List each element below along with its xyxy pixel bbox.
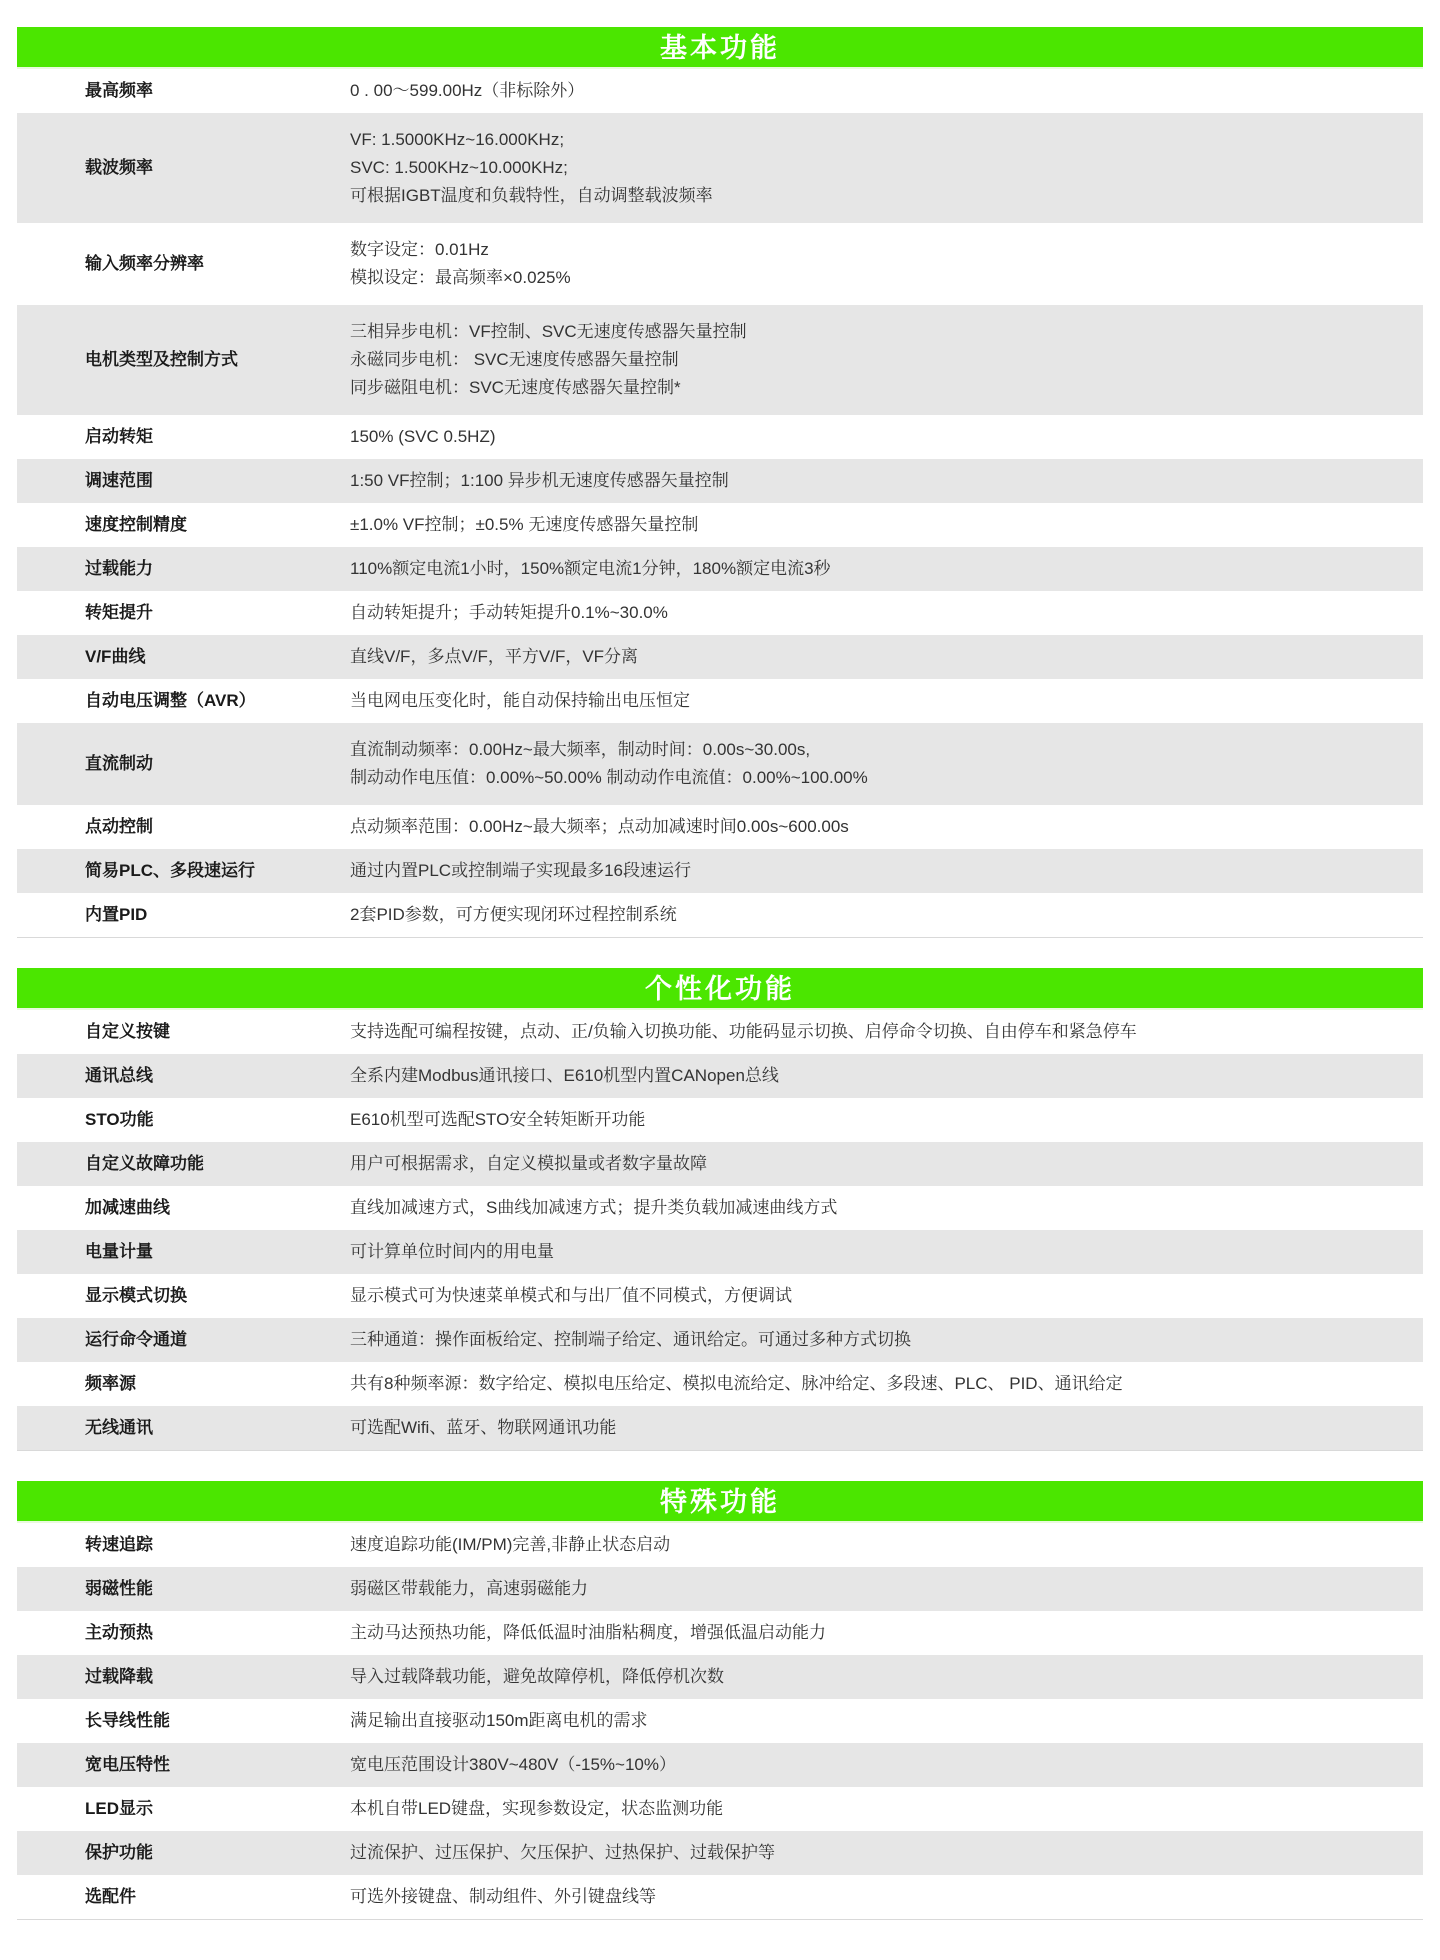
value-line: 导入过载降载功能，避免故障停机，降低停机次数 [350,1667,724,1686]
table-row [17,547,1423,591]
section-header-title: 个性化功能 [17,968,1423,1010]
value-line: 可根据IGBT温度和负载特性，自动调整载波频率 [350,186,713,205]
spec-row-value [350,1575,1423,1603]
spec-row-value [350,1883,1423,1911]
table-row [17,805,1423,849]
spec-row-label: 输入频率分辨率 [85,254,204,273]
value-line: SVC: 1.500KHz~10.000KHz; [350,158,568,177]
spec-row-value [350,1707,1423,1735]
spec-row-value [350,1194,1423,1222]
spec-row-label: 弱磁性能 [85,1579,153,1598]
spec-section [17,27,1423,938]
table-row [17,1274,1423,1318]
section-rows [17,1523,1423,1919]
spec-row-label: 选配件 [85,1887,136,1906]
section-header-title: 特殊功能 [17,1481,1423,1523]
spec-row-label: STO功能 [85,1110,154,1129]
spec-row-value [350,736,1423,792]
table-row [17,1523,1423,1567]
section-rows [17,1010,1423,1450]
spec-row-value [350,1326,1423,1354]
spec-row-label: 启动转矩 [85,427,153,446]
value-line: 1:50 VF控制；1:100 异步机无速度传感器矢量控制 [350,471,729,490]
table-row [17,1567,1423,1611]
value-line: 自动转矩提升；手动转矩提升0.1%~30.0% [350,603,668,622]
spec-row-value [350,643,1423,671]
spec-row-value [350,1751,1423,1779]
spec-row-label: 转矩提升 [85,603,153,622]
spec-row-value [350,687,1423,715]
spec-row-value [350,857,1423,885]
spec-row-label: LED显示 [85,1799,153,1818]
value-line: 同步磁阻电机：SVC无速度传感器矢量控制* [350,378,681,397]
spec-row-value [350,1414,1423,1442]
value-line: 用户可根据需求，自定义模拟量或者数字量故障 [350,1154,707,1173]
table-row [17,305,1423,415]
spec-row-label: 直流制动 [85,754,153,773]
table-row [17,1186,1423,1230]
spec-row-label: 自定义按键 [85,1022,170,1041]
value-line: 110%额定电流1小时，150%额定电流1分钟，180%额定电流3秒 [350,559,831,578]
value-line: 满足输出直接驱动150m距离电机的需求 [350,1711,648,1730]
spec-row-label: 主动预热 [85,1623,153,1642]
spec-row-label: 电机类型及控制方式 [85,350,238,369]
table-row [17,1142,1423,1186]
value-line: ±1.0% VF控制；±0.5% 无速度传感器矢量控制 [350,515,699,534]
spec-row-label: 通讯总线 [85,1066,153,1085]
spec-row-label: 点动控制 [85,817,153,836]
value-line: 支持选配可编程按键，点动、正/负输入切换功能、功能码显示切换、启停命令切换、自由停车和紧急停车 [350,1022,1137,1041]
table-row [17,1743,1423,1787]
spec-row-value [350,1839,1423,1867]
value-line: 当电网电压变化时，能自动保持输出电压恒定 [350,691,690,710]
spec-row-label: 最高频率 [85,81,153,100]
value-line: 主动马达预热功能，降低低温时油脂粘稠度，增强低温启动能力 [350,1623,826,1642]
value-line: 可计算单位时间内的用电量 [350,1242,554,1261]
table-row [17,1054,1423,1098]
spec-row-value [350,318,1423,402]
table-row [17,1831,1423,1875]
spec-row-label: 宽电压特性 [85,1755,170,1774]
spec-row-value [350,511,1423,539]
spec-row-value [350,1150,1423,1178]
spec-row-label: 频率源 [85,1374,136,1393]
value-line: 制动动作电压值：0.00%~50.00% 制动动作电流值：0.00%~100.00% [350,768,868,787]
spec-row-label: 无线通讯 [85,1418,153,1437]
spec-row-value [350,236,1423,292]
table-row [17,223,1423,305]
value-line: 直线V/F，多点V/F，平方V/F，VF分离 [350,647,639,666]
spec-sections [17,27,1423,1920]
spec-section [17,1481,1423,1920]
spec-row-value [350,77,1423,105]
value-line: 三种通道：操作面板给定、控制端子给定、通讯给定。可通过多种方式切换 [350,1330,911,1349]
table-row [17,635,1423,679]
table-row [17,1098,1423,1142]
spec-row-label: 过载降载 [85,1667,153,1686]
table-row [17,113,1423,223]
value-line: 本机自带LED键盘，实现参数设定，状态监测功能 [350,1799,724,1818]
table-row [17,1611,1423,1655]
value-line: 速度追踪功能(IM/PM)完善,非静止状态启动 [350,1535,671,1554]
section-rows [17,69,1423,937]
spec-row-label: 内置PID [85,905,148,924]
value-line: E610机型可选配STO安全转矩断开功能 [350,1110,646,1129]
value-line: 直流制动频率：0.00Hz~最大频率，制动时间：0.00s~30.00s, [350,740,811,759]
value-line: 共有8种频率源：数字给定、模拟电压给定、模拟电流给定、脉冲给定、多段速、PLC、 PID、通讯给定 [350,1374,1123,1393]
value-line: 点动频率范围：0.00Hz~最大频率；点动加减速时间0.00s~600.00s [350,817,849,836]
spec-row-value [350,1370,1423,1398]
spec-row-value [350,1062,1423,1090]
table-row [17,1010,1423,1054]
spec-row-label: 保护功能 [85,1843,153,1862]
value-line: 数字设定：0.01Hz [350,240,489,259]
spec-row-label: 速度控制精度 [85,515,187,534]
spec-row-value [350,1663,1423,1691]
table-row [17,1699,1423,1743]
spec-row-value [350,1795,1423,1823]
value-line: 模拟设定：最高频率×0.025% [350,268,571,287]
table-row [17,1655,1423,1699]
table-row [17,459,1423,503]
table-row [17,893,1423,937]
table-row [17,1230,1423,1274]
table-row [17,503,1423,547]
table-row [17,723,1423,805]
value-line: 弱磁区带载能力，高速弱磁能力 [350,1579,588,1598]
spec-row-label: V/F曲线 [85,647,146,666]
value-line: 宽电压范围设计380V~480V（-15%~10%） [350,1755,676,1774]
spec-row-value [350,467,1423,495]
spec-row-value [350,423,1423,451]
table-row [17,849,1423,893]
spec-row-value [350,813,1423,841]
table-row [17,1875,1423,1919]
spec-row-label: 自定义故障功能 [85,1154,204,1173]
spec-row-value [350,555,1423,583]
spec-row-label: 调速范围 [85,471,153,490]
table-row [17,415,1423,459]
table-row [17,591,1423,635]
spec-row-value [350,1018,1423,1046]
spec-row-label: 自动电压调整（AVR） [85,691,256,710]
spec-row-value [350,599,1423,627]
spec-section [17,968,1423,1451]
spec-row-value [350,1282,1423,1310]
table-row [17,1406,1423,1450]
spec-row-value [350,1531,1423,1559]
table-row [17,69,1423,113]
spec-row-label: 电量计量 [85,1242,153,1261]
value-line: 过流保护、过压保护、欠压保护、过热保护、过载保护等 [350,1843,775,1862]
value-line: 0 . 00～599.00Hz（非标除外） [350,81,585,100]
value-line: 显示模式可为快速菜单模式和与出厂值不同模式，方便调试 [350,1286,792,1305]
spec-row-label: 加减速曲线 [85,1198,170,1217]
value-line: 150% (SVC 0.5HZ) [350,427,496,446]
value-line: 永磁同步电机： SVC无速度传感器矢量控制 [350,350,679,369]
value-line: 三相异步电机：VF控制、SVC无速度传感器矢量控制 [350,322,747,341]
spec-row-label: 长导线性能 [85,1711,170,1730]
spec-row-label: 运行命令通道 [85,1330,187,1349]
spec-row-label: 载波频率 [85,158,153,177]
table-row [17,1318,1423,1362]
value-line: 可选配Wifi、蓝牙、物联网通讯功能 [350,1418,617,1437]
spec-row-label: 简易PLC、多段速运行 [85,861,255,880]
section-header-title: 基本功能 [17,27,1423,69]
spec-row-label: 显示模式切换 [85,1286,187,1305]
table-row [17,1362,1423,1406]
spec-row-value [350,1238,1423,1266]
value-line: 通过内置PLC或控制端子实现最多16段速运行 [350,861,691,880]
spec-row-value [350,126,1423,210]
value-line: VF: 1.5000KHz~16.000KHz; [350,130,565,149]
table-row [17,679,1423,723]
value-line: 全系内建Modbus通讯接口、E610机型内置CANopen总线 [350,1066,779,1085]
value-line: 直线加减速方式，S曲线加减速方式；提升类负载加减速曲线方式 [350,1198,838,1217]
value-line: 可选外接键盘、制动组件、外引键盘线等 [350,1887,656,1906]
table-row [17,1787,1423,1831]
spec-row-value [350,1619,1423,1647]
spec-row-label: 过载能力 [85,559,153,578]
spec-row-value [350,1106,1423,1134]
value-line: 2套PID参数，可方便实现闭环过程控制系统 [350,905,677,924]
spec-row-value [350,901,1423,929]
spec-row-label: 转速追踪 [85,1535,153,1554]
